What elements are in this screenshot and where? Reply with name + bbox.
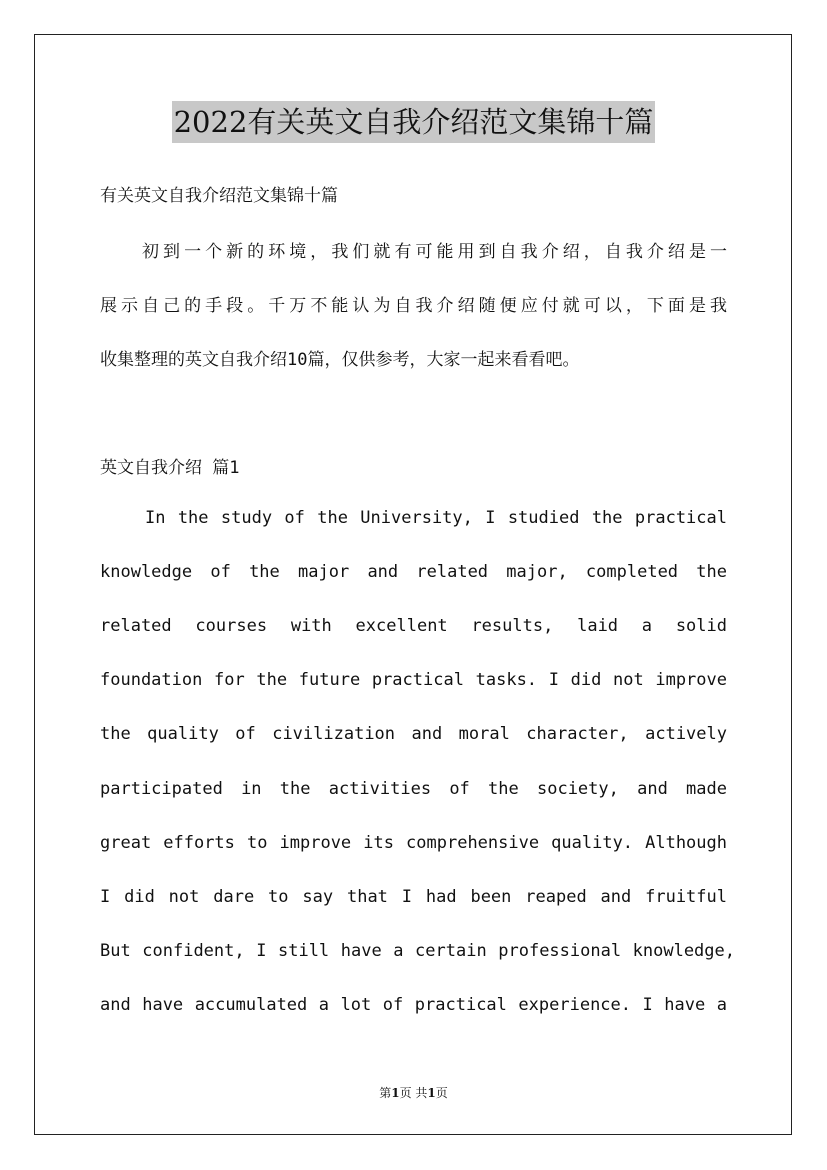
footer-total-pages: 1 (427, 1086, 436, 1100)
intro-line: 展示自己的手段。千万不能认为自我介绍随便应付就可以，下面是我 (100, 296, 727, 316)
footer-middle: 页 共 (399, 1086, 428, 1100)
document-title: 2022有关英文自我介绍范文集锦十篇 (172, 101, 656, 143)
body-line: the quality of civilization and moral character, actively (100, 724, 727, 744)
body-line: foundation for the future practical tasks. I did not improve (100, 670, 727, 690)
body-line: In the study of the University, I studied the practical (145, 508, 727, 528)
body-line: related courses with excellent results, laid a solid (100, 616, 727, 636)
body-line: great efforts to improve its comprehensive quality. Although (100, 833, 727, 853)
footer-suffix: 页 (435, 1086, 448, 1100)
body-line: But confident, I still have a certain professional knowledge, (100, 941, 735, 961)
body-line: participated in the activities of the society, and made (100, 779, 727, 799)
intro-line: 初到一个新的环境，我们就有可能用到自我介绍，自我介绍是一 (142, 242, 727, 262)
body-line: knowledge of the major and related major, completed the (100, 562, 727, 582)
footer-page-number: 1 (391, 1086, 400, 1100)
body-line: and have accumulated a lot of practical experience. I have a (100, 995, 727, 1015)
intro-line: 收集整理的英文自我介绍10篇，仅供参考，大家一起来看看吧。 (100, 350, 580, 370)
section-heading: 英文自我介绍 篇1 (100, 458, 240, 478)
footer-prefix: 第 (379, 1086, 392, 1100)
page-footer (0, 1084, 827, 1101)
title-container (0, 101, 827, 143)
body-line: I did not dare to say that I had been reaped and fruitful (100, 887, 727, 907)
document-subtitle: 有关英文自我介绍范文集锦十篇 (100, 186, 338, 206)
